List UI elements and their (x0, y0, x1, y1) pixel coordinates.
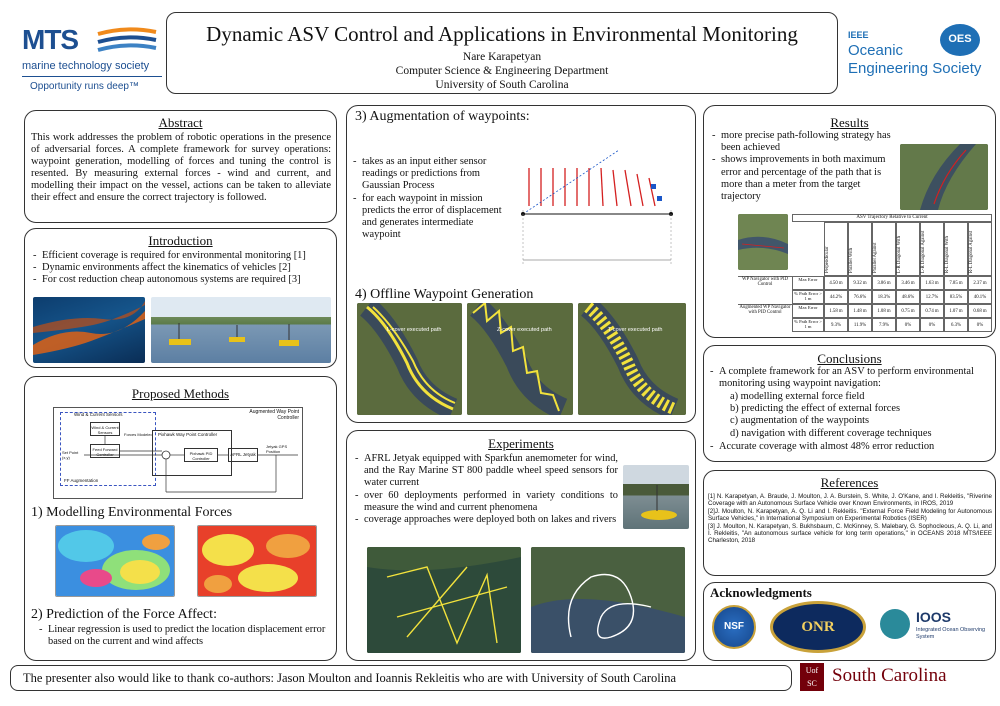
list-item: - Dynamic environments affect the kinematics of vehicles [2] (31, 262, 331, 274)
l-cover-label: L-cover executed path (387, 327, 442, 333)
references-title: References (820, 475, 879, 490)
z-cover-map (467, 303, 573, 415)
reference-item: [2]J. Moulton, N. Karapetyan, A. Q. Li and I. Rekleitis. "External Force Field Modeling for Autonomous Surface Vehicles," in International Symposium on Experimental Robotics (ISER) (708, 507, 992, 523)
conclusions-list (708, 366, 992, 390)
list-item: c) augmentation of the waypoints (730, 415, 870, 427)
table-row (738, 290, 993, 304)
list-item: - more precise path-following strategy has been achieved (710, 130, 896, 154)
table-row (738, 318, 993, 332)
modelling-title: 1) Modelling Environmental Forces (31, 505, 233, 520)
title-panel (166, 12, 838, 94)
table-cell: 9.32 m (848, 276, 872, 290)
table-row-group: WP Navigator with PID Control (738, 276, 792, 290)
oil-slick-graphic (33, 297, 145, 363)
usc-badge: Uof SC (800, 663, 824, 691)
table-cell: 7.85 m (944, 276, 968, 290)
oes-line1: Oceanic (848, 42, 904, 59)
oes-badge: OES (940, 24, 980, 56)
wind-heatmap-graphic (56, 526, 175, 597)
lake-boats-photo (151, 297, 331, 363)
mts-logo (22, 24, 162, 99)
table-column-header: Perpendicular (824, 222, 848, 276)
introduction-list (31, 250, 331, 287)
oes-logo (848, 24, 988, 86)
table-column-header: Parallel Against (872, 222, 896, 276)
table-cell: 3.46 m (896, 276, 920, 290)
mts-society-name: marine technology society (22, 60, 150, 72)
diagram-forces-label: Forces Modeled (124, 432, 153, 437)
jetyak-photo (623, 465, 689, 529)
table-cell: 3.86 m (872, 276, 896, 290)
list-item: - coverage approaches were deployed both on lakes and rivers (353, 514, 618, 526)
usc-text: South Carolina (832, 665, 947, 686)
list-item: - For cost reduction cheap autonomous systems are required [3] (31, 274, 331, 286)
list-item: a) modelling external force field (730, 391, 865, 402)
list-item: - shows improvements in both maximum error and percentage of the path that is more than a meter from the target trajectory (710, 154, 896, 203)
results-map-graphic (900, 144, 988, 210)
onr-logo: ONR (770, 601, 866, 653)
references-list (708, 493, 992, 545)
poster-title: Dynamic ASV Control and Applications in Environmental Monitoring (206, 22, 798, 46)
table-column-header: Parallel With (848, 222, 872, 276)
prediction-list (37, 624, 327, 648)
table-cell: 1.63 m (920, 276, 944, 290)
table-cell: 1.08 m (872, 304, 896, 318)
abstract-panel (24, 110, 337, 223)
table-cell: 0% (920, 318, 944, 332)
l-cover-graphic (357, 303, 462, 415)
table-cell: 9.3% (824, 318, 848, 332)
table-column-header: R-L Diagonal With (944, 222, 968, 276)
list-item: - Accurate coverage with almost 48% error reduction (708, 441, 992, 453)
table-cell: 11.9% (848, 318, 872, 332)
table-cell: 0.74 m (920, 304, 944, 318)
t-cover-map (578, 303, 686, 415)
reference-item: [3] J. Moulton, N. Karapetyan, S. Bukhsbaum, C. McKinney, S. Malebary, G. Sophocleous, A. Q. Li, and I. Rekleitis, "An autonomous surface vehicle for long term operations," in OCEANS 2018 MTS/IEEE Charleston, 2018 (708, 522, 992, 545)
control-block-diagram (53, 407, 303, 499)
offline-title: 4) Offline Waypoint Generation (355, 287, 534, 302)
table-cell: 12.7% (920, 290, 944, 304)
current-heatmap-graphic (198, 526, 317, 597)
table-cell: 18.3% (872, 290, 896, 304)
table-column-headers (824, 222, 992, 276)
list-item: - over 60 deployments performed in variety conditions to measure the wind and current phenomena (353, 490, 618, 514)
mts-wave-icon (96, 26, 158, 58)
wind-heatmap (55, 525, 175, 597)
abstract-text: This work addresses the problem of robotic operations in the presence of adversarial forces. A complete framework for survey operations: waypoint generation, modelling of forces and tuning the control is resented. By measuring external forces - wind and current, and modelling their impact on the vessel, actions can be taken to alleviate their effect and ensure the correct trajectory is followed. (31, 132, 331, 204)
table-row (738, 304, 993, 318)
experiments-panel (346, 430, 696, 661)
table-column-header: L-R Diagonal With (896, 222, 920, 276)
ioos-subtitle: Integrated Ocean Observing System (916, 627, 986, 640)
results-table-map (738, 214, 788, 270)
experiments-title: Experiments (488, 436, 554, 451)
ioos-icon (880, 609, 910, 639)
t-cover-label: T-cover executed path (608, 327, 663, 333)
z-cover-graphic (467, 303, 573, 415)
table-cell: 1.07 m (944, 304, 968, 318)
results-map (900, 144, 988, 210)
diagram-top-label: Augmented Way Point Controller (249, 409, 299, 421)
results-list (710, 130, 896, 203)
reference-item: [1] N. Karapetyan, A. Braude, J. Moulton, J. A. Burstein, S. White, J. O'Kane, and I. Rekleitis, "Riverine Coverage with an Autonomous Surface Vehicle over Known Environments, in IROS, 2019 (708, 493, 992, 508)
ioos-logo: IOOS (916, 609, 952, 625)
table-cell: 6.3% (944, 318, 968, 332)
mts-logo-text: MTS (22, 24, 79, 55)
prediction-title: 2) Prediction of the Force Affect: (31, 607, 217, 622)
results-table-wrap (738, 214, 993, 334)
table-row-metric: % Path Error > 1 m (792, 290, 824, 304)
list-item: - Efficient coverage is required for environmental monitoring [1] (31, 250, 331, 262)
list-item: - A complete framework for an ASV to perform environmental monitoring using waypoint navigation: (708, 366, 992, 390)
diagram-pixhawk-label: Pixhawk Way Point Controller (158, 432, 218, 437)
introduction-title: Introduction (148, 233, 213, 248)
z-cover-label: Z-cover executed path (497, 327, 552, 333)
diagram-wind-label: Wind & Current Sensors (74, 412, 123, 417)
table-cell: 0.75 m (896, 304, 920, 318)
diagram-bottom-label: FF Augmentation (64, 478, 99, 483)
list-item: - for each waypoint in mission predicts the error of displacement and generates intermediate waypoint (351, 193, 511, 242)
oil-spill-photo (33, 297, 145, 363)
table-cell: 4.50 m (824, 276, 848, 290)
table-cell: 48.6% (896, 290, 920, 304)
list-item: b) predicting the effect of external forces (730, 403, 901, 415)
diagram-output-label: Jetyak GPS Position (266, 444, 288, 454)
boats-graphic (151, 297, 331, 363)
table-cell: 7.9% (872, 318, 896, 332)
list-item: - takes as an input either sensor readings or predictions from Gaussian Process (351, 156, 511, 193)
river-coverage-map (531, 547, 685, 653)
augmentation-title: 3) Augmentation of waypoints: (355, 109, 530, 124)
table-row-group (738, 290, 792, 304)
introduction-panel (24, 228, 337, 368)
table-column-header: L-R Diagonal Against (920, 222, 944, 276)
mts-tagline: Opportunity runs deep™ (30, 81, 139, 92)
author-name: Nare Karapetyan (462, 51, 542, 63)
table-row (738, 276, 993, 290)
table-cell: 44.2% (824, 290, 848, 304)
table-row-metric: % Path Error > 1 m (792, 318, 824, 332)
conclusions-final (708, 441, 992, 453)
university: University of South Carolina (435, 79, 569, 91)
t-cover-graphic (578, 303, 686, 415)
conclusions-sublist (730, 391, 932, 440)
acknowledgments-panel (703, 582, 996, 661)
waypoint-augmentation-diagram (509, 140, 693, 276)
diagram-jetyak-block: AFRL Jetyak (228, 448, 258, 462)
lake-coverage-graphic (367, 547, 521, 653)
department: Computer Science & Engineering Department (395, 65, 609, 77)
results-table (738, 276, 993, 332)
diagram-pid-block: Pixhawk PID Controller (184, 448, 218, 462)
conclusions-title: Conclusions (817, 351, 882, 366)
augmentation-list (351, 156, 511, 241)
diagram-arrows (54, 408, 304, 500)
list-item: d) navigation with different coverage techniques (730, 427, 932, 439)
abstract-title: Abstract (158, 115, 203, 130)
table-cell: 40.1% (968, 290, 992, 304)
methods-panel (24, 376, 337, 661)
table-cell: 2.37 m (968, 276, 992, 290)
diagram-input-label: Set Point (x,y) (62, 450, 79, 460)
results-panel (703, 105, 996, 338)
references-panel (703, 470, 996, 576)
diagram-sensors-block: Wind & Current Sensors (90, 422, 120, 436)
list-item: - Linear regression is used to predict the location displacement error based on the current and wind affects (37, 624, 327, 648)
lake-coverage-map (367, 547, 521, 653)
table-row-group (738, 318, 792, 332)
l-cover-map (357, 303, 462, 415)
experiments-list (353, 453, 618, 526)
list-item: - AFRL Jetyak equipped with Sparkfun anemometer for wind, and the Ray Marine ST 800 paddle wheel speed sensors for water current (353, 453, 618, 490)
table-cell: 0.68 m (968, 304, 992, 318)
diagram-ff-block: Feed Forward Controller (90, 444, 120, 458)
table-row-metric: Max Error (792, 276, 824, 290)
conclusions-panel (703, 345, 996, 462)
thanks-text: The presenter also would like to thank co-authors: Jason Moulton and Ioannis Rekleitis who are with University of South Carolina (23, 671, 677, 685)
oes-line2: Engineering Society (848, 60, 982, 77)
oes-ieee: IEEE (848, 30, 869, 40)
table-cell: 0% (968, 318, 992, 332)
table-row-metric: Max Error (792, 304, 824, 318)
nsf-logo: NSF (712, 605, 756, 649)
usc-logo (800, 663, 990, 695)
jetyak-graphic (623, 465, 689, 529)
augmentation-panel (346, 105, 696, 423)
table-cell: 0% (896, 318, 920, 332)
table-cell: 76.6% (848, 290, 872, 304)
river-coverage-graphic (531, 547, 685, 653)
table-cell: 83.5% (944, 290, 968, 304)
current-heatmap (197, 525, 317, 597)
thanks-panel (10, 665, 792, 691)
table-row-group: Augmented WP Navigator with PID Control (738, 304, 792, 318)
acknowledgments-title: Acknowledgments (710, 585, 812, 600)
methods-title: Proposed Methods (131, 386, 230, 401)
results-title: Results (830, 115, 869, 130)
table-map-graphic (738, 214, 788, 270)
table-cell: 1.58 m (824, 304, 848, 318)
table-column-header: R-L Diagonal Against (968, 222, 992, 276)
table-header: ASV Trajectory Relative to Current (792, 214, 992, 222)
table-cell: 1.48 m (848, 304, 872, 318)
